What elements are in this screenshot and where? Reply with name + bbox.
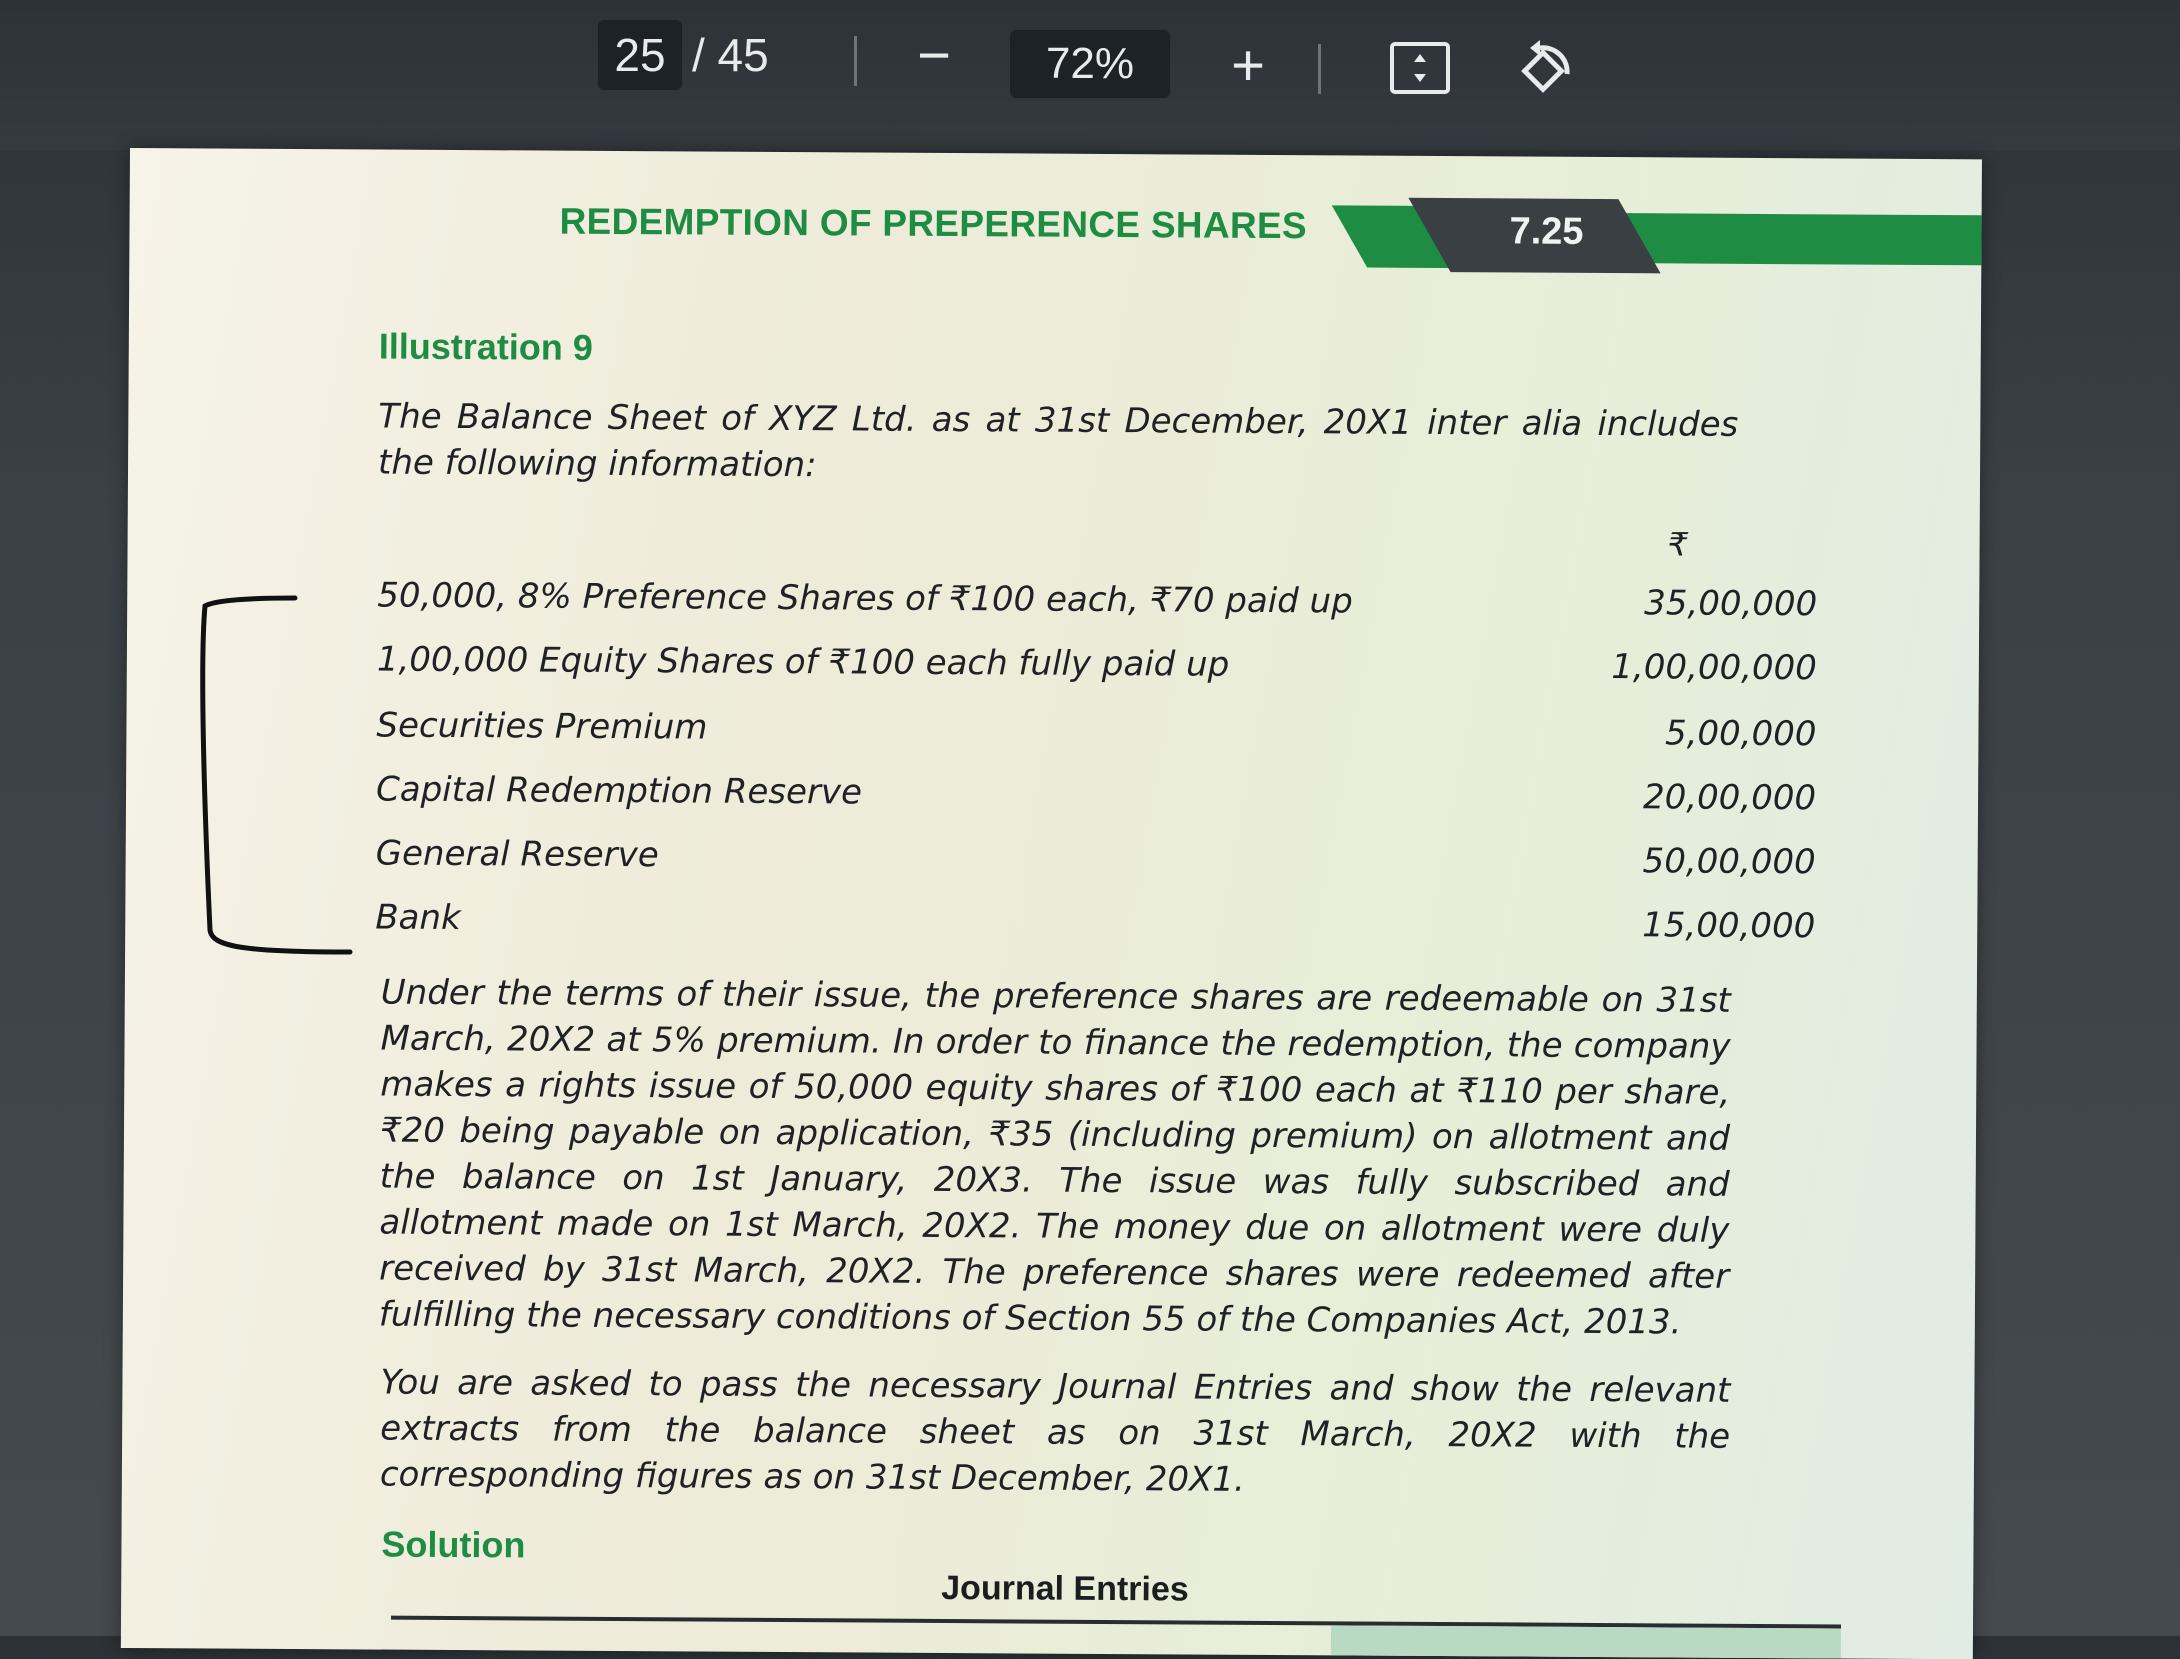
zoom-out-button[interactable] bbox=[904, 23, 964, 88]
terms-paragraph: Under the terms of their issue, the preference shares are redeemable on 31st March, 20X2 at 5% premium. In order to finance the redemption, the company makes a rights issue of 50,000 equity shares of ₹100 each at ₹110 per share, ₹20 being payable on application, ₹35 (including premium) on allotment and the balance on 1st January, 20X3. The issue was fully subscribed and allotment made on 1st March, 20X2. The money due on allotment were duly received by 31st March, 20X2. The preference shares were redeemed after fulfilling the necessary conditions of Section 55 of the Companies Act, 2013. bbox=[378, 972, 1731, 1343]
item-label: Bank bbox=[375, 897, 461, 939]
page-number-input[interactable]: 25 bbox=[598, 20, 682, 90]
item-label: 1,00,000 Equity Shares of ₹100 each fully paid up bbox=[376, 639, 1230, 685]
currency-header: ₹ bbox=[1667, 525, 1689, 564]
toolbar-divider bbox=[854, 36, 857, 86]
list-item bbox=[375, 898, 1815, 967]
item-value: 50,00,000 bbox=[1642, 841, 1816, 883]
item-label: Securities Premium bbox=[376, 705, 708, 748]
item-value: 1,00,00,000 bbox=[1611, 647, 1817, 689]
solution-heading: Solution bbox=[381, 1523, 526, 1566]
item-value: 15,00,000 bbox=[1642, 905, 1816, 947]
item-value: 5,00,000 bbox=[1664, 713, 1817, 755]
viewer-toolbar bbox=[0, 0, 2180, 150]
item-label: Capital Redemption Reserve bbox=[375, 769, 863, 813]
table-header-shading bbox=[1331, 1625, 1841, 1658]
illustration-heading: Illustration 9 bbox=[378, 325, 593, 368]
page-number-label: 7.25 bbox=[1509, 210, 1584, 253]
item-label: General Reserve bbox=[375, 833, 659, 876]
zoom-in-button[interactable] bbox=[1218, 33, 1278, 98]
zoom-level-field[interactable]: 72% bbox=[1010, 30, 1170, 98]
page-total-label: / 45 bbox=[692, 29, 769, 81]
document-page bbox=[121, 148, 1982, 1659]
fit-page-icon[interactable] bbox=[1390, 42, 1450, 94]
list-item bbox=[377, 640, 1817, 709]
item-label: 50,000, 8% Preference Shares of ₹100 each, ₹70 paid up bbox=[377, 575, 1353, 622]
item-value: 35,00,000 bbox=[1644, 583, 1818, 625]
journal-entries-heading: Journal Entries bbox=[941, 1568, 1189, 1609]
intro-text: The Balance Sheet of XYZ Ltd. as at 31st December, 20X1 inter alia includes the following information: bbox=[377, 396, 1739, 486]
plus-icon: + bbox=[1231, 33, 1265, 98]
question-paragraph: You are asked to pass the necessary Journal Entries and show the relevant extracts from the balance sheet as on 31st March, 20X2 with the corresponding figures as on 31st December, 20X1. bbox=[379, 1362, 1731, 1500]
chapter-title: REDEMPTION OF PREPERENCE SHARES bbox=[559, 200, 1308, 247]
list-item bbox=[375, 834, 1815, 903]
list-item bbox=[377, 576, 1817, 645]
list-item bbox=[376, 706, 1816, 775]
minus-icon: − bbox=[917, 23, 951, 88]
item-value: 20,00,000 bbox=[1642, 777, 1817, 819]
rotate-icon[interactable] bbox=[1510, 38, 1576, 104]
list-item bbox=[376, 770, 1816, 839]
toolbar-divider bbox=[1318, 44, 1321, 94]
